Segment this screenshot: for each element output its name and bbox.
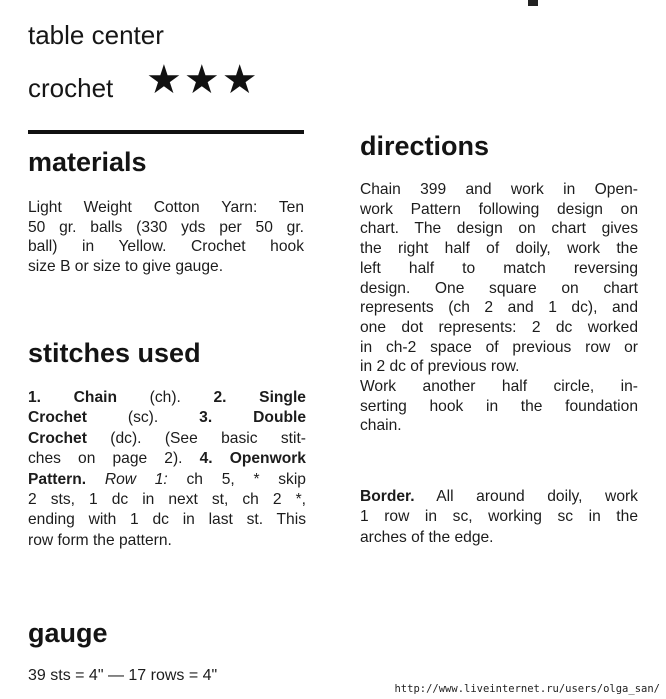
page-subtitle: crochet <box>28 73 114 103</box>
directions-line: Work another half circle, in- <box>360 378 638 396</box>
directions-line: one dot represents: 2 dc worked <box>360 318 638 336</box>
top-edge-mark <box>528 0 538 6</box>
gauge-heading: gauge <box>28 618 108 648</box>
stitches-line: 2 sts, 1 dc in next st, ch 2 *, <box>28 491 306 509</box>
stitches-line: ches on page 2). 4. Openwork <box>28 450 306 468</box>
directions-line: serting hook in the foundation <box>360 397 638 415</box>
materials-line: Light Weight Cotton Yarn: Ten <box>28 199 304 216</box>
stitches-line: Crochet (sc). 3. Double <box>28 409 306 427</box>
border-label: Border. <box>360 488 415 505</box>
materials-text <box>28 198 304 276</box>
border-line: Border. All around doily, work <box>360 488 638 505</box>
gauge-text: 39 sts = 4" — 17 rows = 4" <box>28 667 218 684</box>
stitches-line: 1. Chain (ch). 2. Single <box>28 389 306 406</box>
materials-heading: materials <box>28 147 147 177</box>
directions-line: design. One square on chart <box>360 279 638 297</box>
stitches-line: row form the pattern. <box>28 531 172 549</box>
border-line: 1 row in sc, working sc in the <box>360 508 638 526</box>
section-divider <box>28 130 304 134</box>
stitches-heading: stitches used <box>28 338 201 368</box>
stitches-line: Pattern. Row 1: ch 5, * skip <box>28 470 306 488</box>
difficulty-rating: ★★★ <box>146 58 260 102</box>
directions-line: Chain 399 and work in Open- <box>360 181 638 198</box>
border-text <box>360 487 638 548</box>
directions-line: chart. The design on chart gives <box>360 220 638 238</box>
stitches-line: Crochet (dc). (See basic stit- <box>28 429 306 447</box>
directions-line: in 2 dc of previous row. <box>360 358 520 376</box>
directions-line: chain. <box>360 417 402 435</box>
materials-line: size B or size to give gauge. <box>28 257 224 275</box>
directions-heading: directions <box>360 131 490 161</box>
directions-line: in ch-2 space of previous row or <box>360 338 638 356</box>
directions-line: the right half of doily, work the <box>360 240 638 258</box>
page-title: table center <box>28 20 164 50</box>
directions-text <box>360 180 638 436</box>
border-line: arches of the edge. <box>360 528 494 546</box>
source-url: http://www.liveinternet.ru/users/olga_san/ <box>394 683 660 695</box>
directions-line: left half to match reversing <box>360 259 638 277</box>
directions-line: represents (ch 2 and 1 dc), and <box>360 299 638 317</box>
stitches-line: ending with 1 dc in last st. This <box>28 511 306 529</box>
materials-line: ball) in Yellow. Crochet hook <box>28 238 304 255</box>
stitches-text <box>28 388 306 551</box>
directions-line: work Pattern following design on <box>360 200 638 218</box>
materials-line: 50 gr. balls (330 yds per 50 gr. <box>28 218 304 236</box>
